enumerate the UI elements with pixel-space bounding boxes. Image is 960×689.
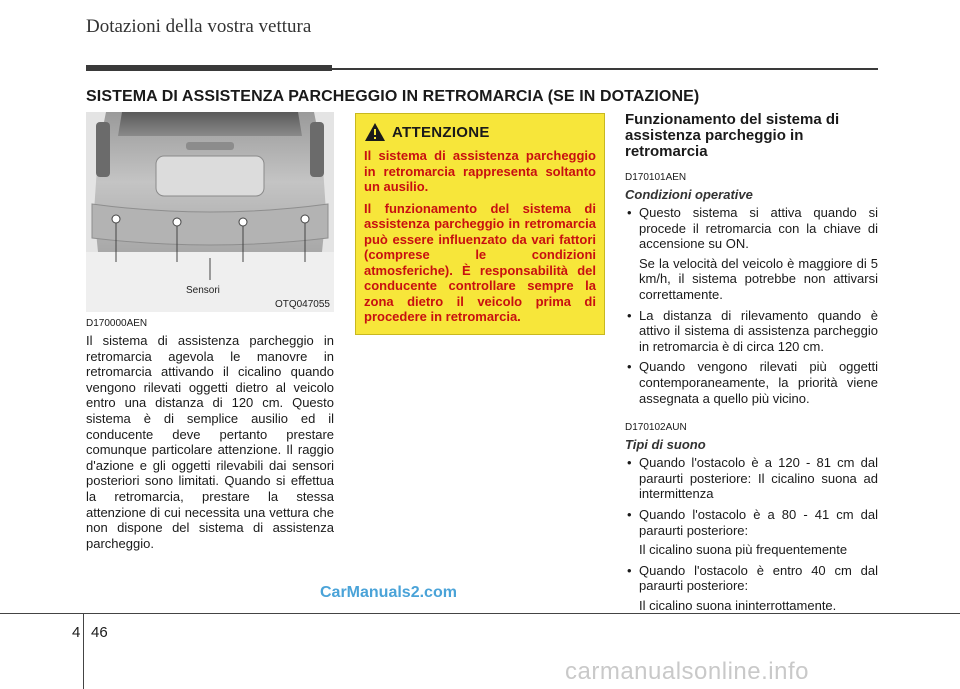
conditions-list (625, 205, 878, 406)
warning-box (355, 113, 605, 335)
rear-sensor-figure (86, 112, 334, 312)
list-item: • Quando l'ostacolo è entro 40 cm dal paraurti posteriore: Il cicalino suona ininterrottamente. (627, 562, 878, 613)
bullet-dot: • (627, 562, 632, 578)
bullet-dot: • (627, 205, 632, 220)
header-rule (86, 65, 332, 71)
warning-paragraph: Il sistema di assistenza parcheggio in retromarcia rappresenta soltanto un ausilio. (364, 148, 596, 194)
subheading-conditions: Condizioni operative (625, 187, 753, 202)
warning-header (364, 122, 596, 142)
warning-triangle-icon (364, 122, 386, 142)
bullet-dot: • (627, 307, 632, 323)
page-number: 46 (91, 624, 108, 641)
figure-code: OTQ047055 (274, 299, 330, 310)
operation-column (625, 112, 878, 618)
footer-rule (0, 613, 960, 614)
list-item: • Quando l'ostacolo è a 120 - 81 cm dal paraurti posteriore: Il cicalino suona ad intermittenza (627, 455, 878, 502)
list-item: • Quando vengono rilevati più oggetti contemporaneamente, la priorità viene assegnata a quello più vicino. (627, 359, 878, 406)
bullet-dot: • (627, 455, 632, 471)
sound-list (625, 455, 878, 613)
list-item: • Quando l'ostacolo è a 80 - 41 cm dal paraurti posteriore: Il cicalino suona più frequentemente (627, 506, 878, 558)
list-item: • La distanza di rilevamento quando è attivo il sistema di assistenza parcheggio in retromarcia è di circa 120 cm. (627, 307, 878, 354)
subheading-sound-types: Tipi di suono (625, 437, 706, 453)
ref-code: D170000AEN (86, 318, 148, 329)
intro-paragraph: Il sistema di assistenza parcheggio in retromarcia agevola le manovre in retromarcia attivando il cicalino quando vengono rilevati oggetti dietro al veicolo entro una distanza di 120 cm. Questo sistema è di semplice ausilio ed il conducente deve pertanto prestare comunque particolare attenzione. Il raggio d'azione e gli oggetti rilevabili dai sensori posteriori sono limitati. Quando si effettua la retromarcia, prestare la stessa attenzione di cui necessita una vettura che non dispone del sistema di assistenza parcheggio. (86, 333, 334, 551)
running-header: Dotazioni della vostra vettura (86, 16, 312, 37)
bullet-dot: • (627, 506, 632, 522)
operation-title: Funzionamento del sistema di assistenza parcheggio in retromarcia (625, 111, 840, 160)
sensor-label: Sensori (186, 285, 220, 296)
list-item: • Questo sistema si attiva quando si procede il retromarcia con la chiave di accensione su ON. Se la velocità del veicolo è maggiore di 5 km/h, il sistema potrebbe non attivarsi correttamente. (627, 205, 878, 302)
header-rule-thin (332, 68, 878, 70)
car-rear-illustration (86, 112, 334, 312)
ref-code: D170101AEN (625, 172, 687, 183)
warning-paragraph: Il funzionamento del sistema di assistenza parcheggio in retromarcia può essere influenzato da vari fattori (comprese le condizioni atmosferiche). È responsabilità del conducente controllare sempre la zona dietro il veicolo prima di procedere in retromarcia. (364, 200, 596, 324)
section-title: SISTEMA DI ASSISTENZA PARCHEGGIO IN RETROMARCIA (SE IN DOTAZIONE) (86, 88, 700, 105)
footer-divider (83, 614, 84, 689)
ref-code: D170102AUN (625, 422, 687, 434)
watermark-link[interactable]: CarManuals2.com (320, 584, 457, 601)
bullet-dot: • (627, 359, 632, 375)
footer-watermark: carmanualsonline.info (565, 658, 809, 685)
warning-title: ATTENZIONE (392, 123, 490, 141)
chapter-number: 4 (72, 624, 81, 641)
